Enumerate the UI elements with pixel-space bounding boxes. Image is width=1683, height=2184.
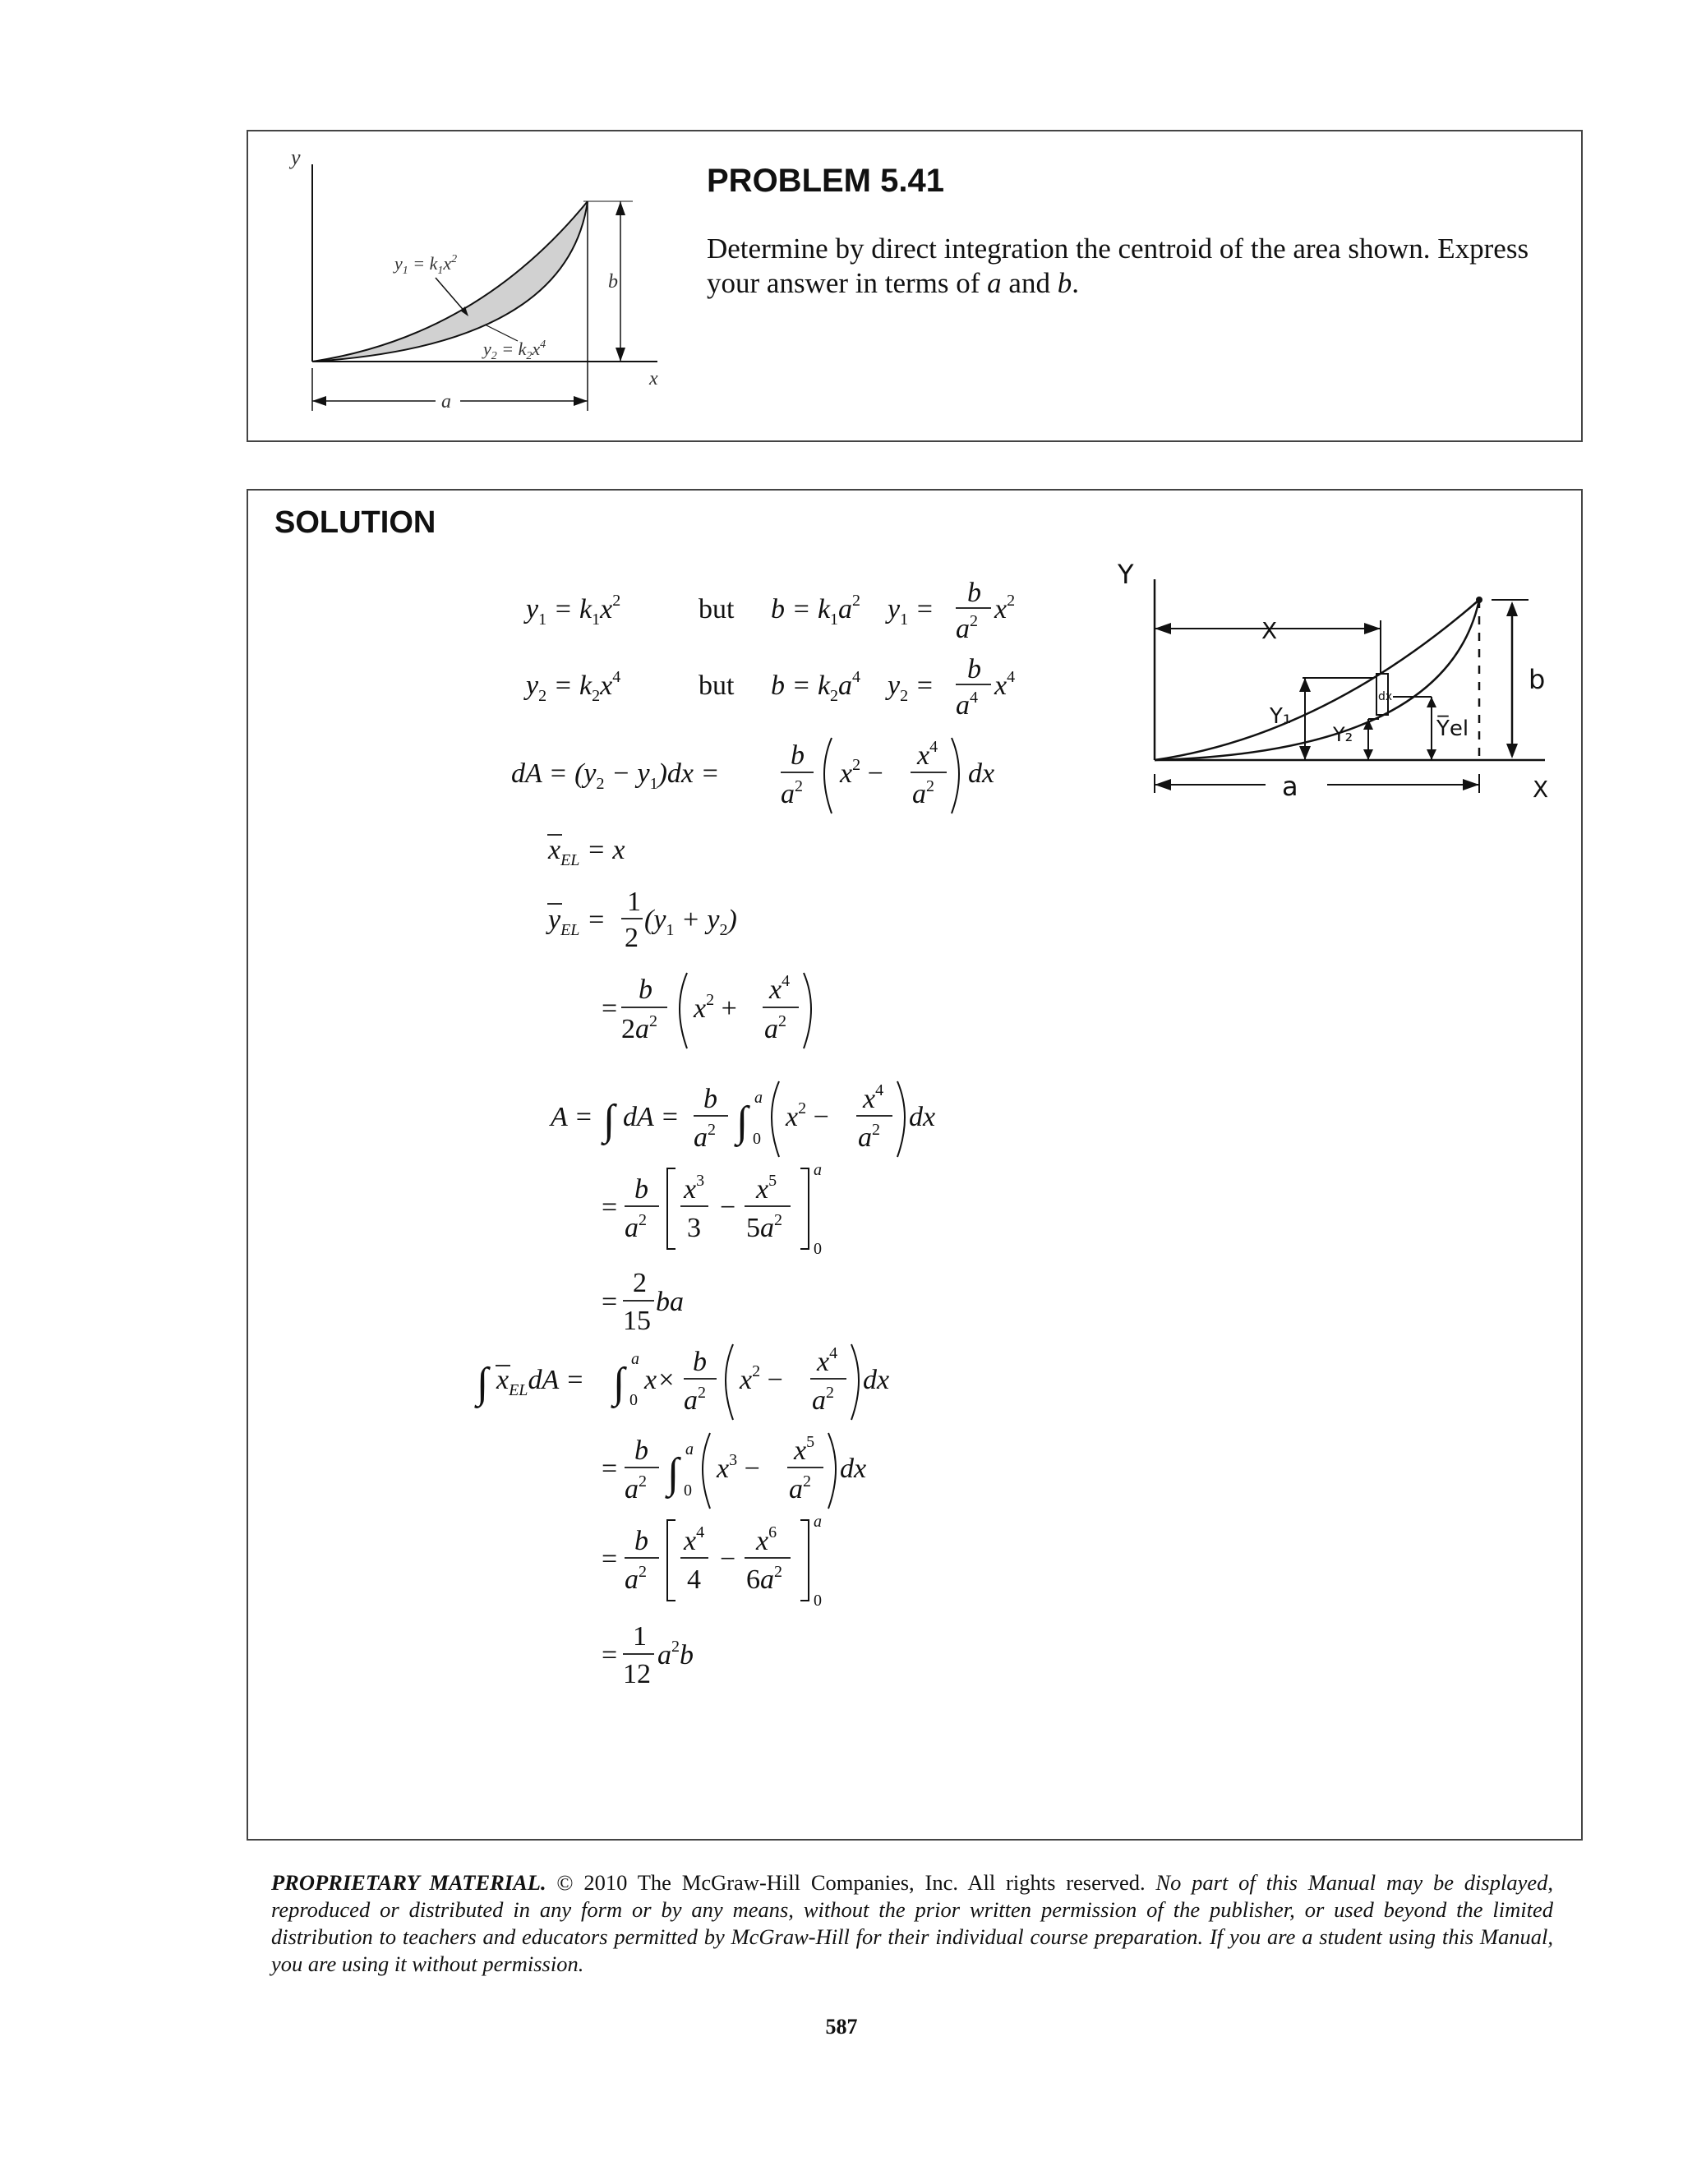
solution-title: SOLUTION [274, 505, 436, 540]
svg-text:b: b [634, 1174, 648, 1205]
svg-text:a2: $a^2$ [625, 1472, 647, 1504]
svg-text:y2 = k2x4: $y_2 = k_2x^4$ [526, 668, 621, 705]
svg-text:a: a [685, 1440, 694, 1458]
svg-text:∫: ∫ [667, 1450, 680, 1497]
svg-text:a2: $a^2$ [764, 1012, 786, 1044]
svg-text:b: b [967, 654, 981, 684]
svg-text:0: 0 [753, 1130, 761, 1148]
svg-text:15: 15 [623, 1306, 651, 1336]
sketch-curve-y2 [1155, 600, 1479, 760]
figure-y2-label: $y_2 = k_2x^4$ [483, 339, 546, 362]
svg-text:0: 0 [814, 1592, 822, 1610]
svg-text:b: b [791, 740, 805, 771]
solution-equations [460, 567, 1118, 1734]
svg-text:y2 =: $y_2$ = [888, 670, 934, 705]
svg-text:x5: $x^5$ [794, 1433, 815, 1466]
svg-text:−: − [720, 1544, 736, 1574]
svg-text:x4: $x^4$ [769, 972, 791, 1005]
svg-text:a: a [631, 1350, 639, 1368]
svg-text:2: 2 [625, 923, 639, 953]
svg-text:0: 0 [684, 1481, 692, 1500]
sketch-y-axis: Y [1118, 559, 1134, 590]
svg-text:dA =: dA = [623, 1102, 680, 1132]
svg-text:a2: $a^2$ [684, 1384, 706, 1416]
svg-text:b: b [693, 1347, 707, 1377]
svg-text:1: 1 [627, 887, 641, 917]
eq-A-2 [602, 1161, 822, 1258]
eq-dA [511, 738, 994, 813]
svg-text:x2 −: $x^2$ − [786, 1099, 829, 1132]
sketch-y1: Y₁ [1270, 704, 1292, 729]
svg-text:(y1 + y2): $(y_1 + y_2)$ [644, 905, 737, 939]
figure-y1-label: $y_1 = k_1x^2$ [394, 253, 458, 277]
svg-text:b: b [634, 1435, 648, 1466]
eq-yel-2 [602, 972, 811, 1048]
svg-text:2: 2 [633, 1268, 647, 1298]
svg-text:xELdA =: $x_{EL}dA$ = [496, 1365, 585, 1399]
svg-text:a2: $a^2$ [912, 777, 934, 809]
page-number: 587 [825, 2015, 858, 2039]
svg-text:=: = [602, 993, 618, 1024]
notice-text: No part of this Manual may be displayed, reproduced or distributed in any form or by any means, without the prior written permission of the publisher, or used beyond the limited distribution to teachers and educators permitted by McGraw-Hill for their individual course preparation. If you are a student using this Manual, you are using it without permission. [271, 1870, 1553, 1976]
figure-b-label: b [608, 271, 618, 293]
figure-x-axis-label: x [649, 368, 658, 389]
svg-text:1: 1 [633, 1621, 647, 1652]
svg-text:dx: dx [840, 1454, 867, 1484]
figure-y-axis-label: y [291, 145, 301, 169]
but-2: but [699, 670, 735, 701]
svg-text:∫: ∫ [736, 1099, 749, 1145]
solution-sketch [1118, 559, 1578, 822]
svg-text:=: = [602, 1454, 618, 1484]
svg-text:x4: $x^4$ [994, 668, 1016, 701]
svg-text:A =: A = [551, 1102, 593, 1132]
svg-text:yEL =: $y_{EL}$ = [548, 905, 606, 939]
svg-text:ba: ba [656, 1287, 684, 1317]
sketch-a-dim: a [1282, 771, 1298, 802]
eq-Qy-2 [602, 1433, 866, 1509]
svg-text:y1 = k1x2: $y_1 = k_1x^2$ [526, 592, 621, 629]
copyright-notice [271, 1869, 1553, 1978]
svg-text:x3 −: $x^3$ − [717, 1451, 760, 1484]
eq-yel [546, 887, 737, 953]
sketch-x-axis: X [1533, 776, 1549, 803]
svg-text:3: 3 [687, 1213, 701, 1243]
svg-text:x4: $x^4$ [917, 738, 938, 771]
proprietary-label: PROPRIETARY MATERIAL. [271, 1870, 546, 1895]
svg-text:=: = [602, 1640, 618, 1670]
eq-Qy [474, 1344, 889, 1420]
svg-text:x×: x× [644, 1365, 676, 1395]
sketch-b-dim: b [1529, 664, 1546, 695]
eq-A-3 [602, 1268, 684, 1336]
svg-text:a2: $a^2$ [781, 777, 803, 809]
svg-text:b: b [967, 578, 981, 608]
sketch-strip-label: dx [1378, 690, 1393, 703]
problem-title: PROBLEM 5.41 [707, 163, 944, 199]
svg-text:a2: $a^2$ [625, 1211, 647, 1243]
svg-text:x4: $x^4$ [817, 1344, 838, 1377]
eq-Qy-3 [602, 1513, 822, 1610]
eq-y1 [523, 578, 1015, 644]
svg-text:∫: ∫ [477, 1360, 489, 1407]
svg-text:∫: ∫ [613, 1360, 625, 1407]
svg-text:dx: dx [863, 1365, 890, 1395]
svg-text:xEL = x: $x_{EL} = x$ [548, 835, 625, 869]
svg-text:x4: $x^4$ [684, 1523, 705, 1556]
eq-y2 [523, 654, 1015, 721]
svg-text:dx: dx [968, 758, 995, 789]
svg-text:a2: $a^2$ [858, 1121, 880, 1153]
problem-figure [271, 140, 699, 427]
svg-text:y1 =: $y_1$ = [888, 594, 934, 629]
but-1: but [699, 594, 735, 624]
svg-text:a2b: $a^2b$ [657, 1638, 694, 1670]
svg-text:a4: $a^4$ [956, 689, 978, 721]
sketch-x-dim: X [1261, 617, 1278, 644]
svg-text:∫: ∫ [603, 1097, 616, 1144]
svg-text:x4: $x^4$ [863, 1081, 884, 1114]
svg-text:b = k2a4: $b = k_2a^4$ [771, 668, 861, 705]
eq-xel [547, 835, 625, 869]
svg-text:0: 0 [814, 1240, 822, 1258]
svg-text:=: = [602, 1287, 618, 1317]
svg-text:a2: $a^2$ [694, 1121, 716, 1153]
svg-text:a: a [814, 1161, 822, 1179]
svg-text:a: a [814, 1513, 822, 1531]
svg-text:6a2: $6a^2$ [746, 1563, 782, 1595]
svg-text:x2: $x^2$ [994, 592, 1016, 624]
svg-text:b: b [703, 1084, 717, 1114]
shaded-area [312, 201, 588, 362]
svg-text:x3: $x^3$ [684, 1172, 705, 1205]
svg-text:12: 12 [623, 1659, 651, 1689]
svg-text:a2: $a^2$ [812, 1384, 834, 1416]
svg-text:−: − [720, 1192, 736, 1223]
sketch-y2: Y₂ [1333, 723, 1353, 746]
svg-text:dx: dx [909, 1102, 936, 1132]
problem-statement: Determine by direct integration the centroid of the area shown. Express your answer in terms of a and b. [707, 233, 1529, 299]
svg-text:x5: $x^5$ [756, 1172, 777, 1205]
eq-Qy-4 [602, 1621, 694, 1689]
svg-text:b: b [639, 975, 652, 1005]
svg-text:x6: $x^6$ [756, 1523, 777, 1556]
svg-text:x2 −: $x^2$ − [740, 1362, 783, 1395]
eq-A [549, 1081, 935, 1157]
figure-a-label: a [441, 391, 451, 412]
svg-text:5a2: $5a^2$ [746, 1211, 782, 1243]
svg-text:a: a [754, 1089, 763, 1107]
svg-text:2a2: $2a^2$ [621, 1012, 657, 1044]
svg-text:b = k1a2: $b = k_1a^2$ [771, 592, 861, 629]
copyright-text: © 2010 The McGraw-Hill Companies, Inc. All rights reserved. [546, 1870, 1156, 1895]
svg-text:dA = (y2 − y1)dx =: dA = $(y_2 - y_1)dx$ = [511, 758, 720, 793]
sketch-curve-y1 [1155, 600, 1479, 760]
svg-text:a2: $a^2$ [956, 612, 978, 644]
svg-text:=: = [602, 1544, 618, 1574]
svg-text:=: = [602, 1192, 618, 1223]
sketch-yel: Y̅el [1436, 716, 1469, 741]
svg-text:0: 0 [629, 1391, 638, 1409]
svg-text:b: b [634, 1526, 648, 1556]
svg-text:a2: $a^2$ [789, 1472, 811, 1504]
svg-text:x2 −: $x^2$ − [840, 756, 883, 789]
svg-text:x2 +: $x^2$ + [694, 991, 737, 1024]
svg-text:4: 4 [687, 1564, 701, 1595]
svg-text:a2: $a^2$ [625, 1563, 647, 1595]
